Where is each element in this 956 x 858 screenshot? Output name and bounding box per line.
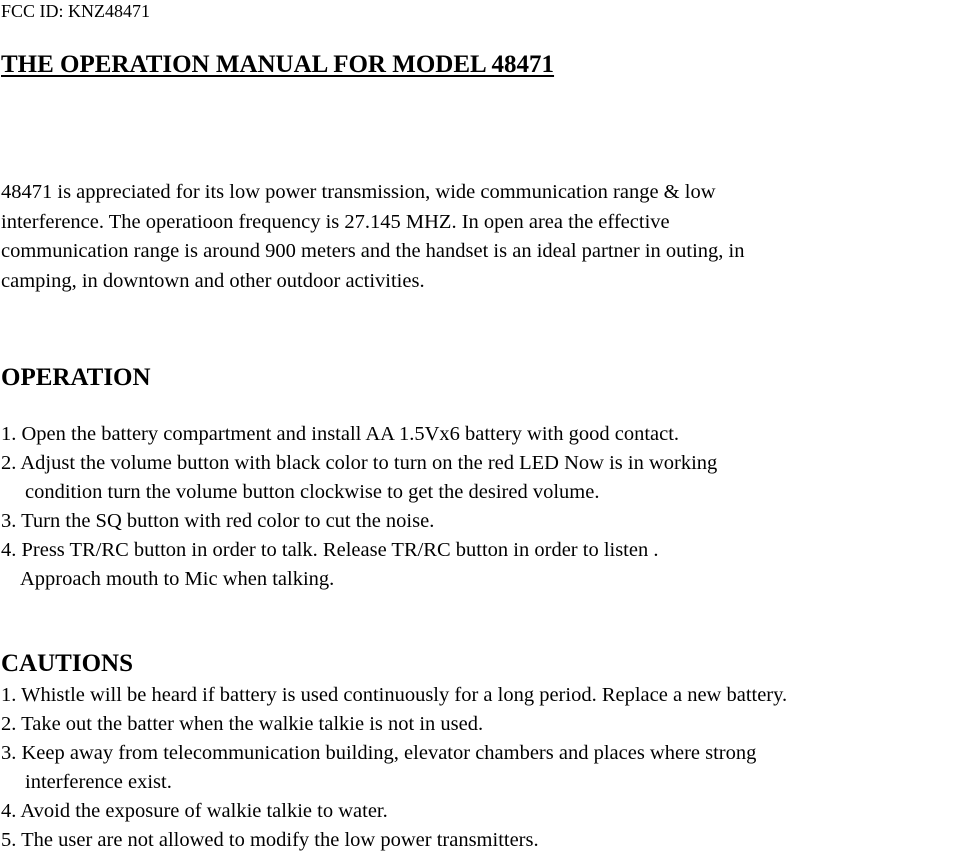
caution-item-3-continued: interference exist. [25, 771, 172, 793]
intro-line: interference. The operatioon frequency is 27.145 MHZ. In open area the effective [1, 210, 670, 233]
operation-item-1: 1. Open the battery compartment and install AA 1.5Vx6 battery with good contact. [1, 423, 680, 445]
operation-item-2: 2. Adjust the volume button with black color to turn on the red LED Now is in working [1, 452, 718, 474]
caution-item-2: 2. Take out the batter when the walkie talkie is not in used. [1, 713, 484, 735]
operation-item-2-continued: condition turn the volume button clockwise to get the desired volume. [25, 481, 600, 503]
operation-item-3: 3. Turn the SQ button with red color to cut the noise. [1, 510, 435, 532]
intro-paragraph [1, 178, 951, 296]
operation-list [1, 420, 951, 594]
caution-item-5: 5. The user are not allowed to modify the low power transmitters. [1, 829, 539, 851]
cautions-list [1, 681, 956, 855]
operation-item-4-continued: Approach mouth to Mic when talking. [20, 568, 335, 590]
caution-item-1: 1. Whistle will be heard if battery is used continuously for a long period. Replace a new battery. [1, 684, 788, 706]
fcc-id: FCC ID: KNZ48471 [1, 1, 151, 21]
caution-item-3: 3. Keep away from telecommunication building, elevator chambers and places where strong [1, 742, 757, 764]
document-title: THE OPERATION MANUAL FOR MODEL 48471 [1, 51, 555, 78]
operation-heading: OPERATION [1, 364, 151, 391]
intro-line: camping, in downtown and other outdoor activities. [1, 269, 425, 292]
caution-item-4: 4. Avoid the exposure of walkie talkie to water. [1, 800, 388, 822]
operation-item-4: 4. Press TR/RC button in order to talk. Release TR/RC button in order to listen . [1, 539, 659, 561]
cautions-heading: CAUTIONS [1, 650, 133, 677]
intro-line: 48471 is appreciated for its low power transmission, wide communication range & low [1, 181, 716, 203]
intro-line: communication range is around 900 meters and the handset is an ideal partner in outing, in [1, 240, 745, 262]
